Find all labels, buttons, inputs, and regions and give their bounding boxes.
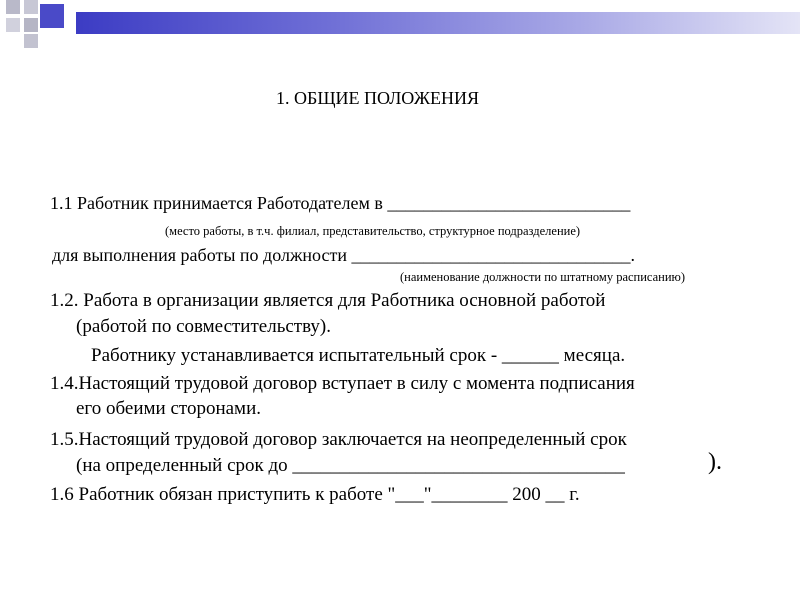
decor-square-5 xyxy=(24,18,38,32)
clause-1-4-continued: его обеими сторонами. xyxy=(76,398,261,419)
clause-1-4: 1.4.Настоящий трудовой договор вступает в силу с момента подписания xyxy=(50,373,635,394)
title-decoration xyxy=(0,0,800,50)
clause-1-1-hint: (место работы, в т.ч. филиал, представительство, структурное подразделение) xyxy=(165,224,581,238)
decor-square-1 xyxy=(6,0,20,14)
clause-1-5-closing: ). xyxy=(708,449,722,475)
section-heading: 1. ОБЩИЕ ПОЛОЖЕНИЯ xyxy=(276,88,479,108)
title-gradient-band xyxy=(76,12,800,34)
clause-1-6: 1.6 Работник обязан приступить к работе "___"________ 200 __ г. xyxy=(50,484,580,505)
probation-clause: Работнику устанавливается испытательный срок - ______ месяца. xyxy=(91,345,626,366)
clause-1-2-continued: (работой по совместительству). xyxy=(76,316,331,337)
decor-square-2 xyxy=(24,0,38,14)
clause-1-1: 1.1 Работник принимается Работодателем в ___________________________ xyxy=(50,193,631,213)
clause-1-5-continued: (на определенный срок до ___________________________________ xyxy=(76,455,625,476)
decor-square-6 xyxy=(24,34,38,48)
clause-1-2: 1.2. Работа в организации является для Работника основной работой xyxy=(50,290,606,311)
decor-square-3 xyxy=(40,4,64,28)
clause-1-1-position: для выполнения работы по должности _______________________________. xyxy=(52,245,635,265)
clause-1-1-position-hint: (наименование должности по штатному расписанию) xyxy=(400,270,686,284)
clause-1-5: 1.5.Настоящий трудовой договор заключается на неопределенный срок xyxy=(50,429,627,450)
decor-square-4 xyxy=(6,18,20,32)
